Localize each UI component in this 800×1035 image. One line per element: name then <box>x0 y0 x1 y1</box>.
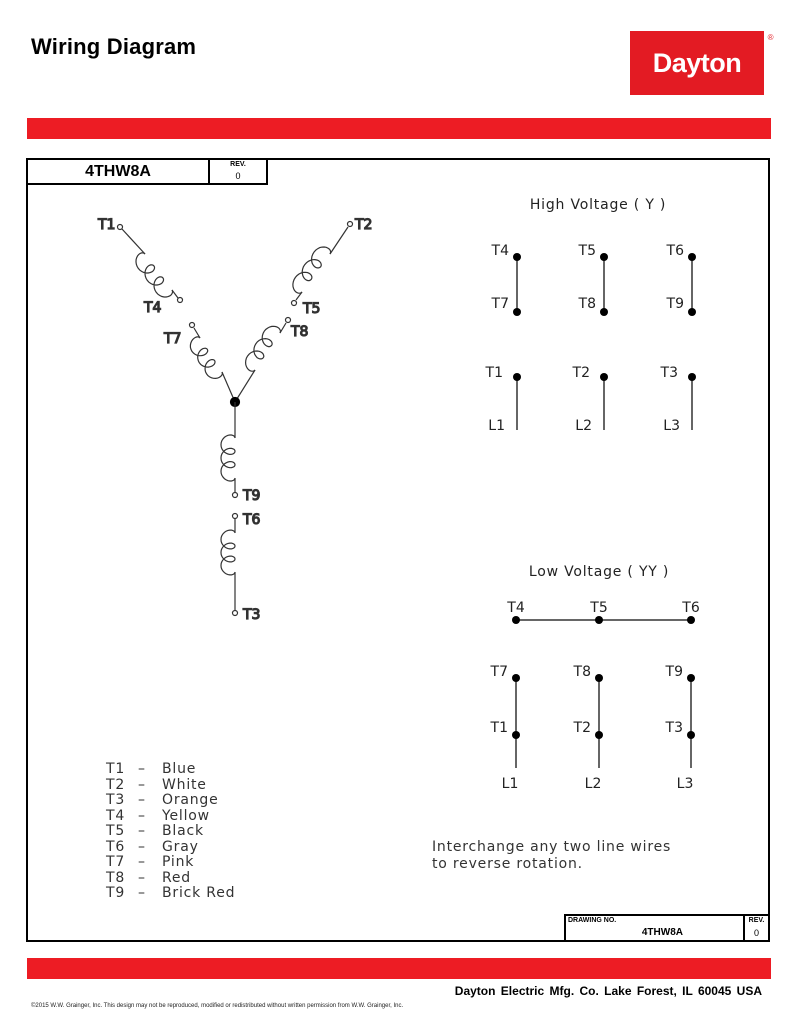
wye-schematic <box>97 217 372 623</box>
hv-pair-bottom-dot-2 <box>688 308 696 316</box>
company-address: Dayton Electric Mfg. Co. Lake Forest, IL 60045 USA <box>454 984 762 998</box>
lv-group-line-label-2: L3 <box>676 776 694 792</box>
hv-pair-top-label-0: T4 <box>491 243 509 259</box>
hv-pair-top-dot-0 <box>513 253 521 261</box>
terminal-t9 <box>233 493 238 498</box>
legend-row <box>106 870 191 886</box>
legend-row <box>106 885 235 901</box>
coil-t6-t3 <box>221 530 235 575</box>
hv-line-terminal-label-2: T3 <box>660 365 678 381</box>
hv-pair-top-label-2: T6 <box>666 243 684 259</box>
legend-code: T9 <box>106 885 126 901</box>
legend-color: White <box>162 776 207 793</box>
hv-pair-bottom-dot-0 <box>513 308 521 316</box>
legend-dash: – <box>138 823 146 839</box>
logo-registered-mark: ® <box>767 33 773 42</box>
terminal-t5 <box>292 301 297 306</box>
lv-group-top-label-0: T7 <box>490 664 508 680</box>
legend-row <box>106 777 207 793</box>
terminal-t4 <box>178 298 183 303</box>
hv-pair-top-dot-1 <box>600 253 608 261</box>
lv-group-top-dot-2 <box>687 674 695 682</box>
bottom-red-bar <box>27 958 771 979</box>
lv-star-label-2: T6 <box>682 600 700 616</box>
rev-label: REV. <box>230 161 246 168</box>
hv-line-dot-0 <box>513 373 521 381</box>
terminal-t2 <box>348 222 353 227</box>
drawing-rev-value: 0 <box>753 928 759 938</box>
hv-pair-bottom-label-0: T7 <box>491 296 509 312</box>
coil-t2-t5 <box>293 247 331 293</box>
lead-t8-center <box>235 370 255 402</box>
note-line-1: Interchange any two line wires <box>432 839 672 855</box>
rotation-note <box>432 839 671 873</box>
legend-color: Pink <box>162 854 195 870</box>
lv-group-line-label-1: L2 <box>584 776 602 792</box>
drawing-number-label: DRAWING NO. <box>568 917 617 924</box>
hv-line-label-2: L3 <box>663 418 680 434</box>
hv-line-label-1: L2 <box>575 418 592 434</box>
legend-code: T2 <box>106 776 126 793</box>
drawing-number-block <box>564 914 770 942</box>
label-t7: T7 <box>164 331 182 347</box>
hv-pair-bottom-label-1: T8 <box>578 296 596 312</box>
legend-code: T7 <box>106 854 126 870</box>
legend-dash: – <box>138 807 146 824</box>
lv-group-top-label-1: T8 <box>573 664 591 680</box>
lv-star-label-1: T5 <box>590 600 608 616</box>
lv-star-dot-1 <box>595 616 603 624</box>
part-number: 4THW8A <box>28 160 210 183</box>
terminal-t1 <box>118 225 123 230</box>
low-voltage-diagram <box>490 564 700 792</box>
hv-pair-top-dot-2 <box>688 253 696 261</box>
note-line-2: to reverse rotation. <box>432 856 583 872</box>
label-t5: T5 <box>303 301 321 317</box>
hv-line-dot-1 <box>600 373 608 381</box>
lv-group-mid-dot-0 <box>512 731 520 739</box>
legend-code: T5 <box>106 823 126 839</box>
high-voltage-title: High Voltage ( Y ) <box>529 197 667 213</box>
legend-dash: – <box>138 761 146 777</box>
legend-color: Blue <box>162 761 197 777</box>
coil-t7 <box>190 337 222 379</box>
legend-dash: – <box>138 869 146 886</box>
legend-color: Black <box>162 823 204 839</box>
legend-row <box>106 761 196 777</box>
drawing-rev-cell <box>745 916 768 940</box>
lv-group-mid-dot-2 <box>687 731 695 739</box>
hv-line-terminal-label-0: T1 <box>485 365 503 381</box>
terminal-t7 <box>190 323 195 328</box>
coil-t1-t4 <box>136 253 173 297</box>
hv-pair-bottom-dot-1 <box>600 308 608 316</box>
page-title: Wiring Diagram <box>31 34 197 59</box>
label-t4: T4 <box>144 300 162 316</box>
drawing-number-cell <box>566 916 745 940</box>
legend-color: Orange <box>162 792 219 808</box>
legend-dash: – <box>138 792 146 808</box>
lv-group-top-dot-1 <box>595 674 603 682</box>
legend-color: Gray <box>162 838 199 855</box>
coil-t8 <box>246 326 281 371</box>
lead-t1 <box>122 229 145 254</box>
lv-group-top-dot-0 <box>512 674 520 682</box>
copyright-notice: ©2015 W.W. Grainger, Inc. This design may not be reproduced, modified or redistributed without written permission from W.W. Grainger, Inc. <box>31 1003 404 1009</box>
legend-row <box>106 792 219 808</box>
lead-t4 <box>172 290 178 298</box>
high-voltage-diagram <box>485 197 696 434</box>
terminal-t3 <box>233 611 238 616</box>
hv-pair-top-label-1: T5 <box>578 243 596 259</box>
legend-dash: – <box>138 854 146 870</box>
label-t2: T2 <box>355 217 373 233</box>
label-t1: T1 <box>98 217 116 233</box>
drawing-number: 4THW8A <box>641 927 683 938</box>
legend-code: T6 <box>106 838 126 855</box>
hv-line-dot-2 <box>688 373 696 381</box>
coil-t9 <box>221 435 235 481</box>
rev-value: 0 <box>235 171 241 181</box>
legend-code: T4 <box>106 807 126 824</box>
lv-group-top-label-2: T9 <box>665 664 683 680</box>
terminal-t8 <box>286 318 291 323</box>
legend-code: T8 <box>106 869 126 886</box>
legend-code: T3 <box>106 792 126 808</box>
lv-star-dot-2 <box>687 616 695 624</box>
label-t8: T8 <box>291 324 309 340</box>
logo-text: Dayton <box>652 47 742 78</box>
hv-line-label-0: L1 <box>488 418 505 434</box>
legend-dash: – <box>138 885 146 901</box>
legend-code: T1 <box>106 761 126 777</box>
legend-color: Brick Red <box>162 885 236 901</box>
terminal-t6 <box>233 514 238 519</box>
legend-color: Yellow <box>162 807 210 824</box>
lv-group-line-label-0: L1 <box>501 776 519 792</box>
drawing-rev-label: REV. <box>748 917 765 924</box>
hv-line-terminal-label-1: T2 <box>572 365 590 381</box>
label-t9: T9 <box>243 488 261 504</box>
low-voltage-title: Low Voltage ( YY ) <box>528 564 670 580</box>
lv-star-label-0: T4 <box>507 600 525 616</box>
legend-row <box>106 823 204 839</box>
hv-pair-bottom-label-2: T9 <box>666 296 684 312</box>
legend-row <box>106 808 210 824</box>
legend-row <box>106 839 199 855</box>
lead-t2 <box>330 227 348 254</box>
lv-group-mid-label-1: T2 <box>573 720 591 736</box>
legend-dash: – <box>138 838 146 855</box>
lv-group-mid-dot-1 <box>595 731 603 739</box>
lv-group-mid-label-2: T3 <box>665 720 683 736</box>
lv-star-dot-0 <box>512 616 520 624</box>
legend-row <box>106 854 194 870</box>
legend-dash: – <box>138 776 146 793</box>
lv-group-mid-label-0: T1 <box>490 720 508 736</box>
label-t3: T3 <box>243 607 261 623</box>
label-t6: T6 <box>243 512 261 528</box>
legend-color: Red <box>162 869 191 886</box>
